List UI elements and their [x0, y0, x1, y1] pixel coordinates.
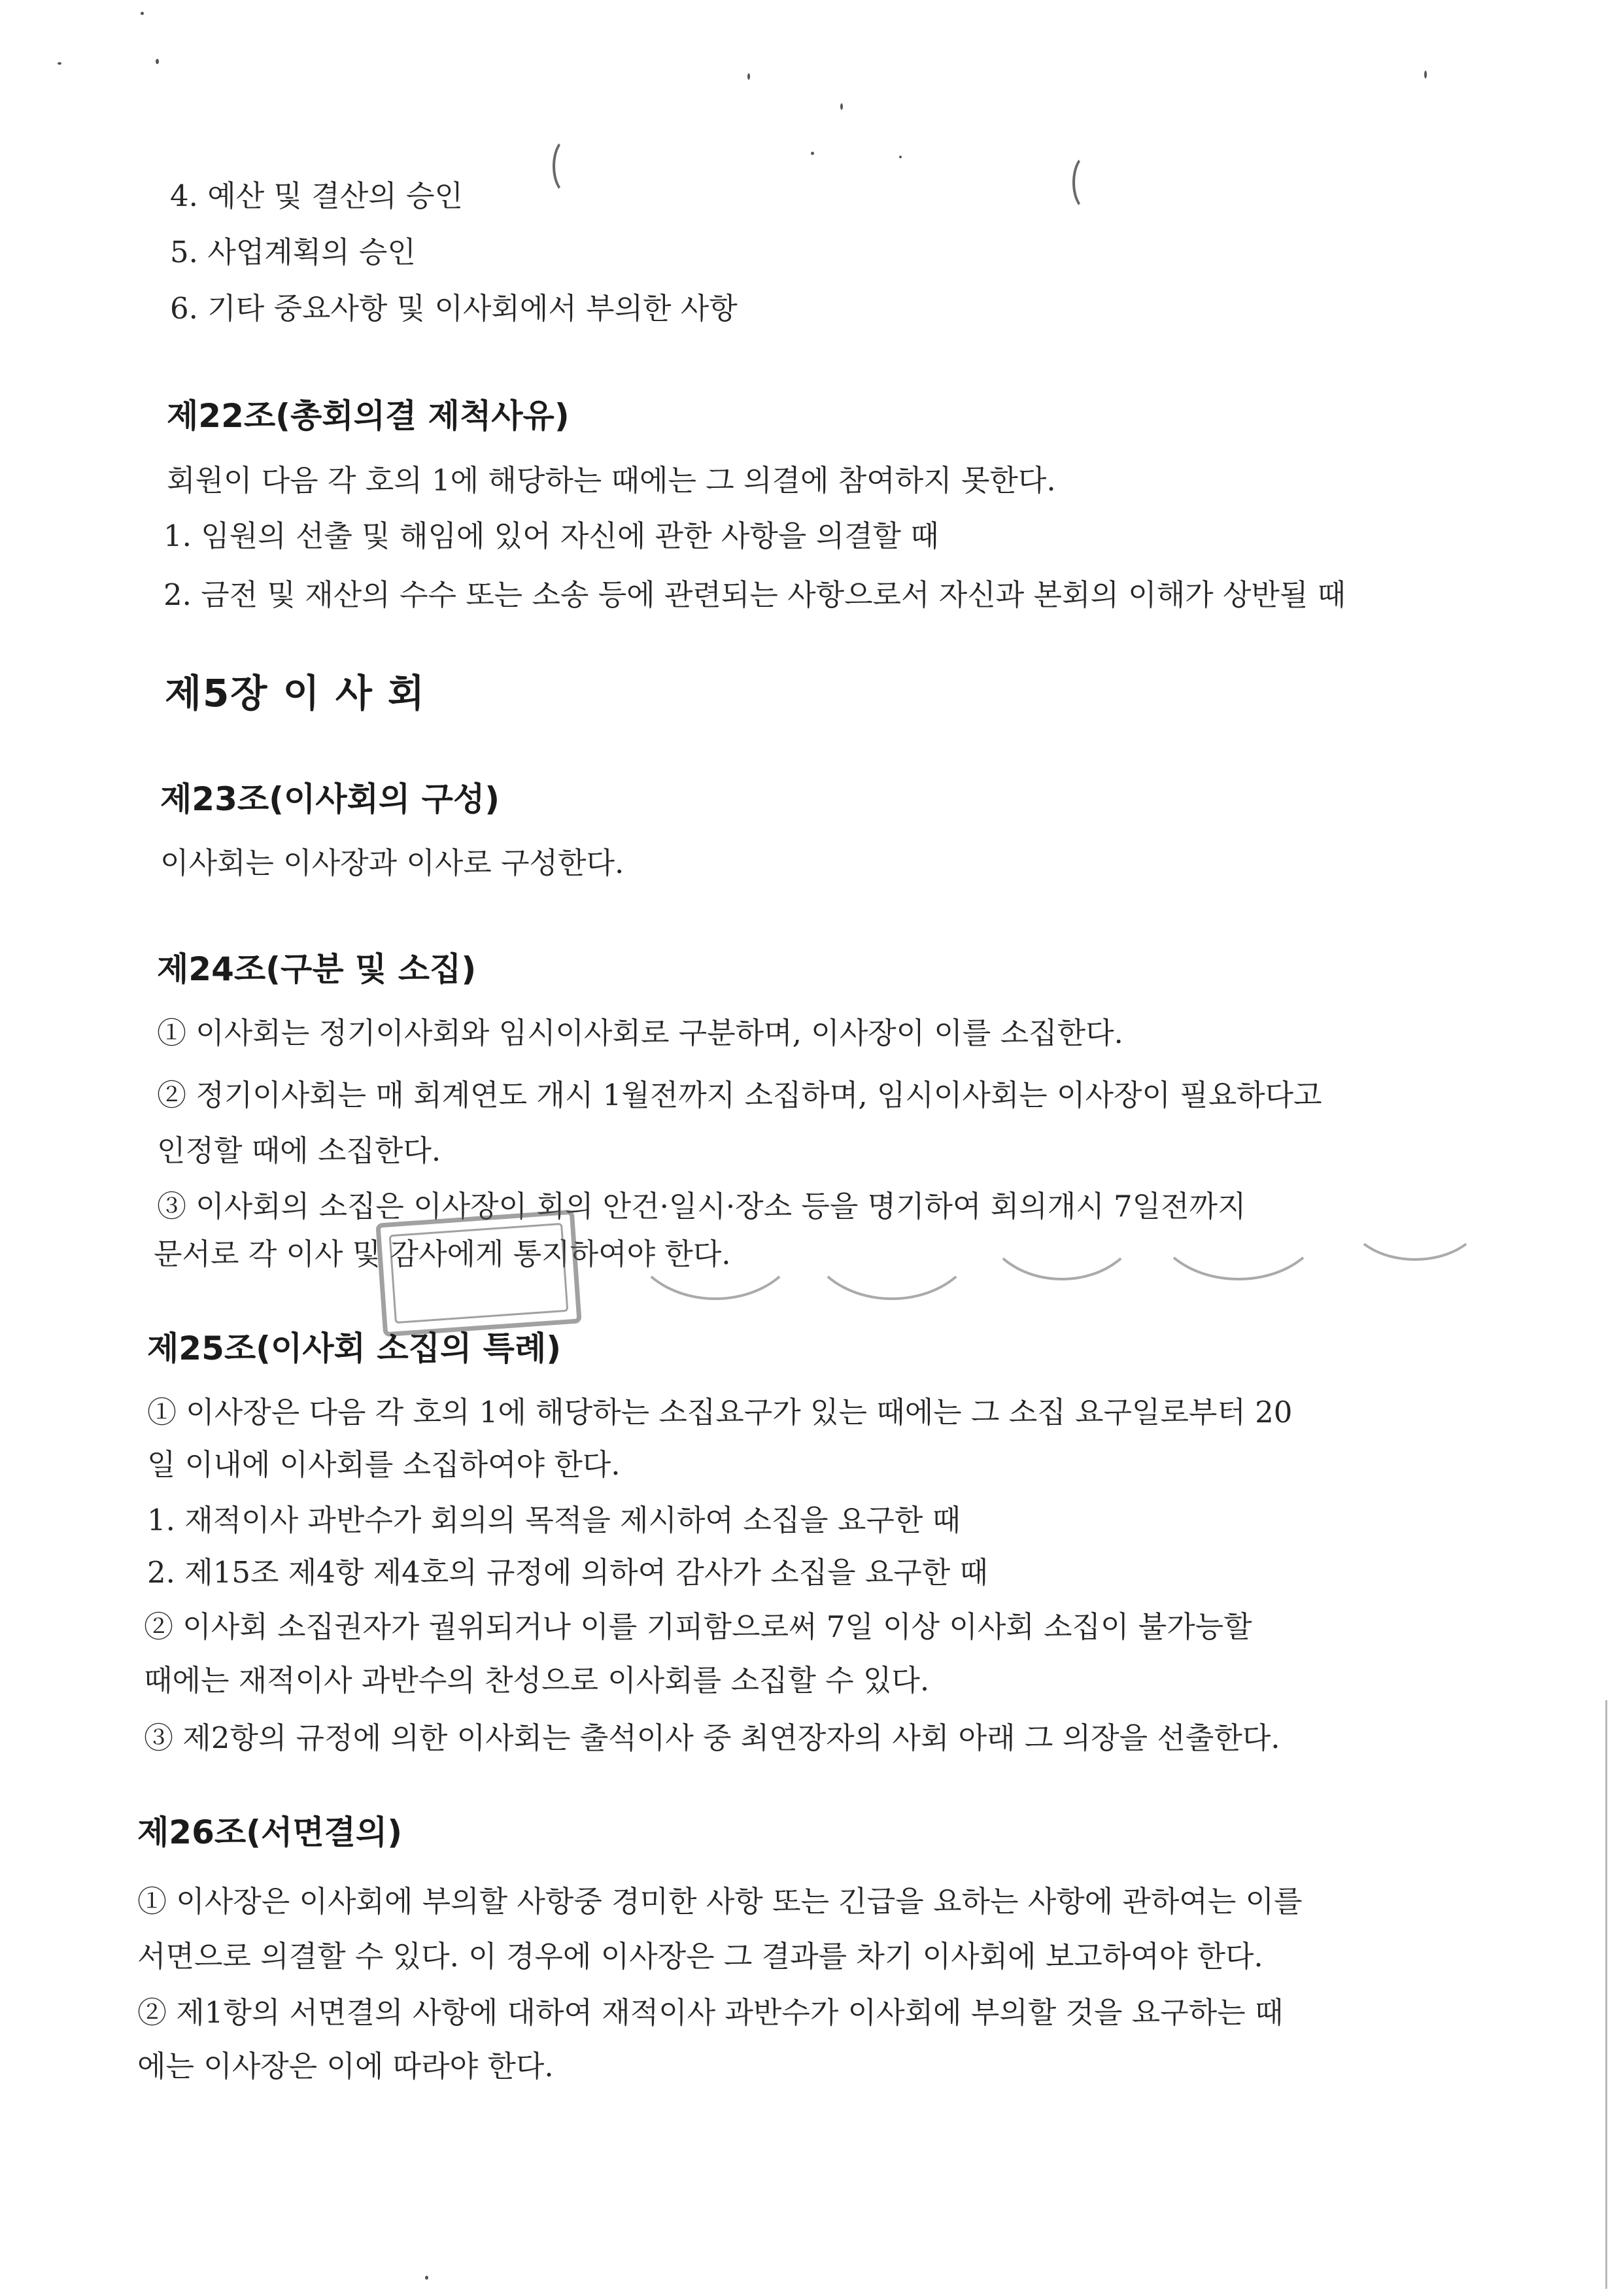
article-25-line: 2. 제15조 제4항 제4호의 규정에 의하여 감사가 소집을 요구한 때	[147, 1555, 989, 1590]
article-25-line: 때에는 재적이사 과반수의 찬성으로 이사회를 소집할 수 있다.	[144, 1663, 930, 1698]
art21-item: 4. 예산 및 결산의 승인	[170, 179, 463, 213]
article-25-line: ① 이사장은 다음 각 호의 1에 해당하는 소집요구가 있는 때에는 그 소집 요구일로부터 20	[147, 1395, 1293, 1430]
article-24-line: 인정할 때에 소집한다.	[157, 1133, 441, 1168]
article-24-line: ③ 이사회의 소집은 이사장이 회의 안건·일시·장소 등을 명기하여 회의개시 7일전까지	[157, 1189, 1246, 1224]
article-23-line: 이사회는 이사장과 이사로 구성한다.	[160, 846, 624, 880]
art21-item: 5. 사업계획의 승인	[170, 235, 416, 269]
scan-speck	[899, 156, 902, 158]
article-24-heading: 제24조(구분 및 소집)	[157, 950, 477, 988]
article-22-line: 회원이 다음 각 호의 1에 해당하는 때에는 그 의결에 참여하지 못한다.	[167, 463, 1056, 498]
scan-speck	[156, 59, 159, 64]
article-25-line: ② 이사회 소집권자가 궐위되거나 이를 기피함으로써 7일 이상 이사회 소집이 불가능할	[144, 1609, 1252, 1644]
art21-item: 6. 기타 중요사항 및 이사회에서 부의한 사항	[170, 291, 738, 326]
seal-overlap-arc	[981, 1151, 1143, 1280]
article-24-line: ② 정기이사회는 매 회계연도 개시 1월전까지 소집하며, 임시이사회는 이사장이 필요하다고	[157, 1078, 1322, 1112]
punch-hole-mark	[1072, 154, 1104, 211]
scan-speck	[747, 73, 750, 80]
article-25-line: 일 이내에 이사회를 소집하여야 한다.	[147, 1447, 621, 1482]
article-26-heading: 제26조(서면결의)	[137, 1813, 403, 1851]
scan-speck	[141, 12, 144, 15]
article-22-line: 1. 임원의 선출 및 해임에 있어 자신에 관한 사항을 의결할 때	[163, 519, 939, 553]
seal-overlap-arc	[804, 1164, 980, 1300]
article-25-line: 1. 재적이사 과반수가 회의의 목적을 제시하여 소집을 요구한 때	[147, 1503, 961, 1537]
official-seal-stamp	[375, 1210, 581, 1337]
seal-overlap-arc	[1347, 1171, 1483, 1261]
article-22-line: 2. 금전 및 재산의 수수 또는 소송 등에 관련되는 사항으로서 자신과 본회의 이해가 상반될 때	[163, 577, 1346, 612]
scan-edge-shadow	[1605, 1700, 1607, 2289]
article-26-line: 에는 이사장은 이에 따라야 한다.	[137, 2049, 554, 2083]
article-26-line: 서면으로 의결할 수 있다. 이 경우에 이사장은 그 결과를 차기 이사회에 보고하여야 한다.	[137, 1939, 1263, 1974]
seal-overlap-arc	[1151, 1151, 1326, 1280]
chapter-5-heading: 제5장 이 사 회	[165, 671, 426, 715]
scan-speck	[425, 2276, 428, 2280]
scan-speck	[840, 103, 843, 110]
article-24-line: 문서로 각 이사 및 감사에게 통지하여야 한다.	[154, 1237, 731, 1271]
article-26-line: ② 제1항의 서면결의 사항에 대하여 재적이사 과반수가 이사회에 부의할 것을 요구하는 때	[137, 1995, 1284, 2030]
punch-hole-mark	[553, 137, 584, 195]
scan-speck	[58, 62, 61, 65]
article-23-heading: 제23조(이사회의 구성)	[160, 780, 500, 818]
scan-speck	[1424, 71, 1427, 78]
article-25-line: ③ 제2항의 규정에 의한 이사회는 출석이사 중 최연장자의 사회 아래 그 의장을 선출한다.	[144, 1721, 1280, 1755]
article-24-line: ① 이사회는 정기이사회와 임시이사회로 구분하며, 이사장이 이를 소집한다.	[157, 1016, 1123, 1050]
seal-overlap-arc	[628, 1164, 803, 1300]
article-26-line: ① 이사장은 이사회에 부의할 사항중 경미한 사항 또는 긴급을 요하는 사항에 관하여는 이를	[137, 1884, 1303, 1919]
article-25-heading: 제25조(이사회 소집의 특례)	[147, 1329, 562, 1367]
article-22-heading: 제22조(총회의결 제척사유)	[167, 397, 570, 435]
scan-speck	[811, 152, 814, 155]
